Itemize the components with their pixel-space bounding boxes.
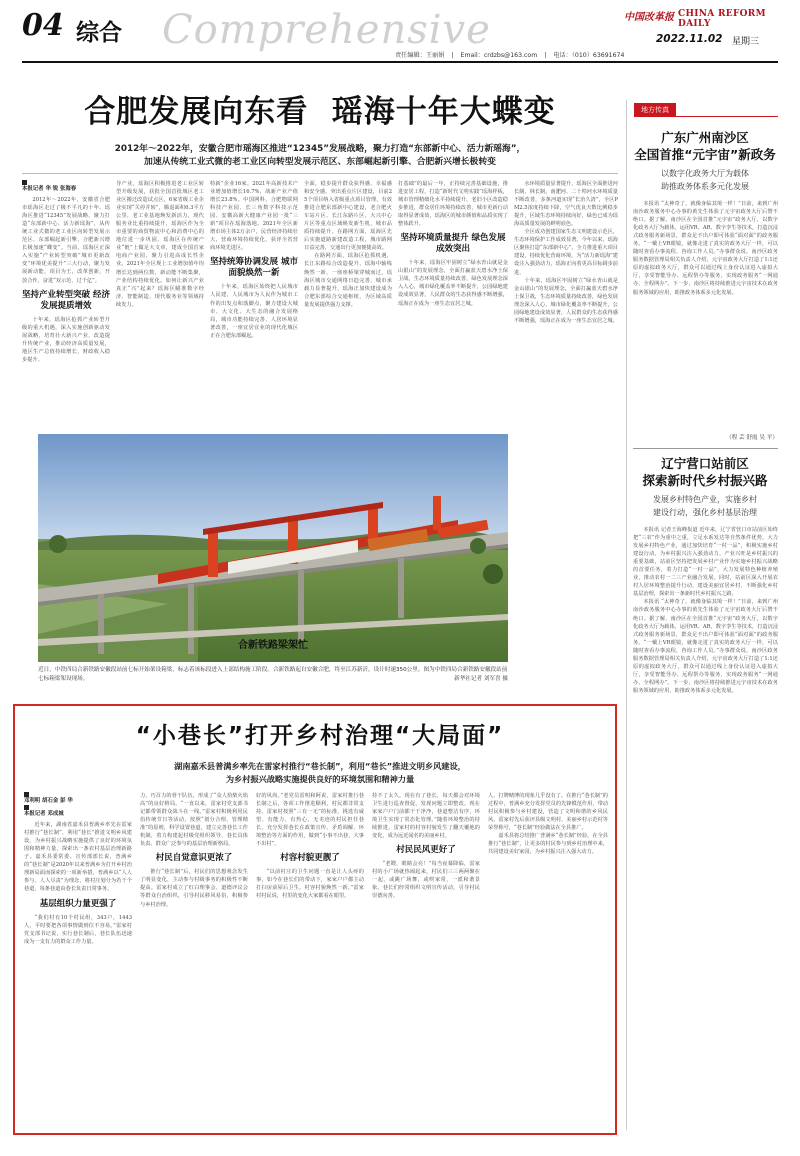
feature-subheading: 村民民风更好了 [396, 845, 456, 856]
feature-paragraph: 好的风尚。”老党员雷明和阿说，雷家村推行巷长制之后，各项工作推进顺利，村民都非常支持。雷家村按照“三有一无”的标准，挑选有威望、有能力、有热心、无劣迹的村民担任巷长，充分发挥巷长在政策宣传、矛盾调解、环境整治等方面的作用，做到“小事不出巷、大事不出村”。 [256, 793, 364, 848]
lead-byline: 本报记者 华 锐 张海春 [22, 180, 110, 193]
feature-paragraph: 人，打牌赌博的现象几乎没有了。在推行“巷长制”的过程中，普满乡充分发挥党员的先锋模范作用，带动村民积极参与乡村建设，营造了文明和谐的乡风民风。雷家村先后获评县级文明村、美丽乡村示范村等荣誉称号，“巷长制”经验做法在全县推广。 [488, 793, 608, 832]
news-photo [38, 434, 508, 662]
photo-credit: 新华社记者 刘军喜 摄 [454, 676, 508, 682]
sidebar-story-1-body: 本报讯 “太神奇了，就像身临其境一样！”日前，来到广州南沙政务服务中心办事的黄先生体验了元宇宙政务大厅后赞不绝口。据了解，南沙区在全国首推“元宇宙”政务大厅，以数字化政务大厅为载体，运用VR、AR、数字孪生等技术，打造沉浸式政务服务新场景，群众足不出户即可体验“面对面”的政务服务。“一戴上VR眼镜，就像走进了真实的政务大厅一样，可以随时查看办事流程，咨询工作人员。”办事群众说。南沙区政务服务数据管理局相关负责人介绍，元宇宙政务大厅打造了1:1还原的虚拟政务大厅，群众可以通过线上身份认证进入虚拟大厅，享受智能导办、远程帮办等服务，实现政务服务“一网通办、全程网办”。下一步，南沙区将持续推进元宇宙技术在政务服务领域的应用，助推政务体系多元化发展。 [633, 201, 778, 296]
lead-paragraph: 十年来，瑶海区始终把人民城市人民建、人民城市为人民作为城市工作的出发点和落脚点，聚力建设大城市、大文化、大生态的融合发展格局，城市功能持续完善，人居环境显著改善，一座宜居宜业的现代化城区正在合肥东部崛起。 [210, 284, 298, 339]
photo-caption [38, 666, 508, 684]
sidebar-story-rule [633, 448, 778, 449]
sidebar-section-label: 地方传真 [634, 103, 676, 117]
lead-paragraph: 特新”企业16家。2021年高新技术产业增加值增长16.7%，战新产业产值增长23.8%。中国网科、合肥物联网科技产业园、长三角数字科技示范园、安徽高新大健康产业园一批“三新”项目在瑶海落地。2021年全区新增市场主体2万余户，民营经济持续壮大，营商环境持续优化，获评全省营商环境先进区。 [210, 181, 298, 252]
lead-subheading: 坚持环境质量提升 绿色发展成效突出 [400, 233, 506, 255]
lead-column-6 [514, 180, 618, 680]
lead-column-5 [398, 180, 508, 428]
feature-column-3 [256, 792, 364, 1128]
lead-column-4 [304, 180, 392, 428]
feature-column-2 [140, 792, 248, 1128]
sidebar-story-2-deck: 发展乡村特色产业，实施乡村 建设行动，强化乡村基层治理 [653, 495, 757, 517]
divider-bar: | [451, 52, 454, 59]
lead-paragraph: 导产业。瑶海区积极推进老工业区转型升级发展，获批全国首批城区老工业区搬迁改造试点区，6家省级工业企业实现“关停并转”，腾退面积6.3平方公里，老工业基地焕发新活力，现代服务业比重持续提升，瑶海区作为全市重要的商贸物流中心和消费中心的地位进一步巩固。瑶海区在传统产业“链”上做足大文章，建成全国首家电商产业园，聚力引进高成长性企业。2021年全区规上工业增加值年均增长达到两位数，新动能不断集聚，产业结构持续优化。如何让新兴产业真正“兴”起来？瑶海区瞄准数字经济、智能制造、现代服务业等领域持续发力。 [116, 181, 204, 308]
lead-paragraph: 在路网方面，瑶海区抢抓机遇，长江东路综合改造提升、瑶海中轴线焕然一新，一座座桥梁穿城而过，瑶海区城市交通网络日趋完善，城市承载力显著提升，瑶海正加快建设成为合肥东部综合交通枢纽，为区域高质量发展提供强力支撑。 [304, 253, 392, 308]
feature-byline [24, 792, 132, 818]
lead-paragraph: 十年来，瑶海区抢抓产业转型升级的重大机遇，深入实施创新驱动发展战略，培育壮大新兴产业，改造提升传统产业，推动经济高质量发展，地区生产总值持续增长，财政收入稳步提升。 [22, 316, 110, 363]
masthead-title-en: CHINA REFORM DAILY [678, 9, 766, 29]
lead-paragraph: 十年来，瑶海区牢固树立“绿水青山就是金山银山”的发展理念，全面打赢蓝天碧水净土保卫战，生态环境质量持续改善，绿色发展理念深入人心，城市绿化覆盖率不断提升，公园绿地建设成效显著，人民群众的生态获得感不断增强，瑶海正在成为一座生态宜居之城。 [398, 260, 508, 307]
photo-title: 合新铁路梁架忙 [238, 640, 308, 651]
editor-name: 责任编辑：王丽娟 [395, 52, 445, 59]
sidebar-story-2-headline: 辽宁营口站前区 探索新时代乡村振兴路 [642, 456, 768, 488]
feature-subheading: 基层组织力量更强了 [39, 898, 117, 909]
lead-headline: 合肥发展向东看 瑶海十年大蝶变 [84, 94, 556, 130]
issue-weekday: 星期三 [732, 37, 760, 47]
feature-column-5 [488, 792, 608, 1128]
lead-subheading: 坚持产业转型突破 经济发展提质增效 [22, 289, 110, 311]
lead-paragraph: 水环境质量显著提升，瑶海区全面推进河长制、林长制，南淝河、二十埠河水环境质量不断改善，多条河道实现“长治久清”，全区PM2.5浓度持续下降，空气优良天数比例稳步提升，区域生态环境持续向好，绿色已成为瑶海高质量发展的鲜明底色。 [514, 181, 618, 228]
lead-column-3 [210, 180, 298, 428]
feature-paragraph: “老嫂，眼睛会亮！”每当夜幕降临，雷家村的小广场就热闹起来，村民们三三两两聚在一起，或跳广场舞，或唠家常，一派和谐景象。巷长们经常组织文明宣传活动，引导村民崇德向善。 [372, 861, 480, 900]
lead-deck-rule [22, 173, 618, 174]
lead-paragraph: 2012年～2022年，安徽省合肥市瑶海区走过了极不平凡的十年。瑶海区推进“12345”发展战略，聚力打造“东部新中心、活力新瑶海”，从传统工业式微的老工业区向转型发展示范区、东部崛起新引擎、合肥新兴增长极加速“蝶变”。当前，瑶海区正深入实施“产业转型突破”城市更新改变”环境优美提升”三大行动，聚力发展新动能，项目为王，改革创新，开放合作，奋进“双示范、过千亿”。 [22, 197, 110, 284]
masthead-logo: 中国改革报 [624, 12, 674, 23]
feature-subheading: 村容村貌更靓了 [280, 853, 340, 864]
sidebar-story-1-credit: （程 芸 舒霞 吴 平） [726, 435, 778, 441]
feature-paragraph: “以前村庄的卫生问题一直是让人头疼的事，如今在巷长们的带动下，家家户户都主动打扫房前屋后卫生，村容村貌焕然一新。”雷家村村民说，村里的变化大家都看在眼里。 [256, 869, 364, 900]
feature-paragraph: 持不了太久。现在有了巷长，每天都会对环境卫生进行巡查督促，发现问题立即整改。现在家家户户门前都干干净净，巷道整洁有序，环境卫生实现了常态化管理。”随着环境整治的持续推进，雷家村的村容村貌发生了翻天覆地的变化，成为远近闻名的美丽乡村。 [372, 793, 480, 840]
lead-paragraph: 十年来，瑶海区牢固树立“绿水青山就是金山银山”的发展理念，全面打赢蓝天碧水净土保卫战，生态环境质量持续改善，绿色发展理念深入人心，城市绿化覆盖率不断提升，公园绿地建设成效显著，人民群众的生态获得感不断增强，瑶海正在成为一座生态宜居之城。 [514, 277, 618, 324]
feature-headline: “小巷长”打开乡村治理“大局面” [135, 723, 505, 749]
feature-deck [22, 760, 618, 786]
lead-deck [22, 143, 618, 168]
feature-paragraph: 力，巧召力的骨干队伍，形成了“众人拾柴火焰高”的良好格局。“一直以来，雷家村党支部书记都带领群众战斗在一线。”雷家村积极利用民俗传统节日等活动，按照“划分合理、管理精准”的原则，科学设置巷道，建立完善巷长工作机制，着力构建起村级党组织领导、巷长具体负责、群众广泛参与的基层治理新格局。 [140, 793, 248, 848]
sidebar-section-rule [676, 116, 778, 117]
section-title-en: Comprehensive [162, 7, 491, 53]
section-title-cn: 综合 [76, 20, 122, 46]
divider-bar: | [544, 52, 547, 59]
lead-column-2 [116, 180, 204, 428]
feature-paragraph: 近年来，湖南省嘉禾县普满乡率先在雷家村推行“巷长制”，利用“巷长”推进文明乡风建设，为乡村振兴战略实施提供了良好的环境氛围和精神力量，探索出一条农村基层治理新路子。嘉禾县委常委、宣传部部长说，普满乡的“巷长制”是2020年以来普满乡为打开乡村治理新局面而探索的一项新举措，普满乡以“人人参与、人人尽责”为理念，将村庄划分为若干个巷道，每条巷道由巷长负责日常事务。 [24, 822, 132, 893]
lead-deck-line: 加速从传统工业式微的老工业区向转型发展示范区、东部崛起新引擎、合肥新兴增长极转变 [144, 156, 496, 167]
page-number: 04 [22, 8, 64, 43]
sidebar-story-1-deck: 以数字化政务大厅为载体 助推政务体系多元化发展 [661, 169, 749, 191]
page-header [0, 0, 800, 64]
feature-byline-line: 本报记者 邓成城 [24, 805, 132, 818]
photo-caption-text: 近日，中铁四局合新铁路安徽段站前七标开始架设箱梁，标志着该标段进入上部结构施工阶段。合新铁路起自安徽合肥，终至江苏新沂，设计时速350公里。图为中铁四局合新铁路安徽段站前七标箱梁架设现场。 [38, 667, 508, 682]
editor-email: Email：crdzbs@163.com [460, 52, 538, 59]
header-rule [22, 61, 778, 63]
feature-paragraph: 嘉禾县将总结推广普满乡“巷长制”经验，在全县推行“巷长制”，让更多的村民参与到乡村治理中来，共同建设美好家园，为乡村振兴注入强大动力。 [488, 833, 608, 856]
feature-deck-line: 湖南嘉禾县普满乡率先在雷家村推行“巷长制”，利用“巷长”推进文明乡风建设， [174, 761, 466, 771]
feature-column-1 [24, 792, 132, 1128]
lead-paragraph: 全区成功创建国家生态文明建设示范区，生态环境保护工作成效显著。今年以来，瑶海区聚焦打造“东部新中心”，全力推进重大项目建设，持续优化营商环境，为“活力新瑶海”建设注入强劲动力，瑶海正向着更高目标阔步前进。 [514, 229, 618, 276]
sidebar-divider [626, 100, 627, 1130]
editor-line [395, 50, 624, 59]
bullet-square-icon [22, 180, 27, 185]
lead-subheading: 坚持统筹协调发展 城市面貌焕然一新 [210, 257, 298, 279]
lead-deck-line: 2012年～2022年，安徽合肥市瑶海区推进“12345”发展战略，聚力打造“东部新中心、活力新瑶海”， [114, 144, 526, 154]
feature-subheading: 村民自觉意识更浓了 [155, 853, 233, 864]
feature-paragraph: “我们村有10个村民组，343户，1443人，平时要把各项事情做到位不容易。”雷家村党支部书记说，实行巷长制后，巷长队伍迅速成为一支有力的群众工作力量。 [24, 914, 132, 945]
sidebar-story-1-headline: 广东广州南沙区 全国首推“元宇宙”新政务 [634, 130, 776, 162]
feature-paragraph: 推行“巷长制”后，村民们的思想观念发生了明显变化，主动参与村级事务的积极性不断提高。雷家村成立了红白理事会、道德评议会等群众自治组织，引导村民移风易俗，积极参与乡村治理。 [140, 869, 248, 908]
lead-paragraph: 全面，稳步提升群众获得感、幸福感和安全感，突出重点片区建设，目前25个项目纳入省级重点项目管理，有效推进合肥东部新中心建设，老合肥火车站片区、长江东路片区、大兴中心片区等重点区域焕发新生机，城市品质持续提升。在路网方面，瑶海区先后实施道路新建改造工程，城市路网日益完善，交通出行更加便捷高效。 [304, 181, 392, 252]
lead-paragraph: 打基础”的最后一年，正持续完善基础设施，推进安居工程，打造“新时代文明实践”瑶海样板，城市管理精细化水平持续提升，老旧小区改造稳步推进，群众居住环境持续改善，城市更新行动取得显著成效，瑶海区的城市颜值和品质实现了整体跃升。 [398, 181, 508, 228]
feature-column-4 [372, 792, 480, 1128]
issue-date: 2022.11.02 [656, 33, 723, 45]
sidebar-story-2-body: 本报讯 记者王海峰报道 近年来，辽宁省营口市站前区始终把“三农”作为重中之重，立足水系发达等自然条件优势，大力发展乡村特色产业，通过加快培育“一村一品”，积极实施乡村建设行动，为乡村振兴注入强劲动力。产业兴旺是乡村振兴的重要基础，站前区坚持把发展乡村产业作为实施乡村振兴战略的首要任务，着力打造“一村一品”，大力发展特色种植养殖业，推动农村一二三产业融合发展。同时，站前区深入开展农村人居环境整治提升行动，建设美丽宜居乡村，不断强化乡村基层治理，探索出一条新时代乡村振兴之路。 本报讯 “太神奇了，就像身临其境一样！”日前，来到广州南沙政务服务中心办事的黄先生体验了元宇宙政务大厅后赞不绝口。据了解，南沙区在全国首推“元宇宙”政务大厅，以数字化政务大厅为载体，运用VR、AR、数字孪生等技术，打造沉浸式政务服务新场景，群众足不出户即可体验“面对面”的政务服务。“一戴上VR眼镜，就像走进了真实的政务大厅一样，可以随时查看办事流程，咨询工作人员。”办事群众说。南沙区政务服务数据管理局相关负责人介绍，元宇宙政务大厅打造了1:1还原的虚拟政务大厅，群众可以通过线上身份认证进入虚拟大厅，享受智能导办、远程帮办等服务，实现政务服务“一网通办、全程网办”。下一步，南沙区将持续推进元宇宙技术在政务服务领域的应用，助推政务体系多元化发展。 [633, 527, 778, 694]
feature-deck-line: 为乡村振兴战略实施提供良好的环境氛围和精神力量 [225, 774, 415, 784]
editor-phone: 电话：（010）63691674 [553, 52, 625, 59]
lead-column-1 [22, 180, 110, 428]
railway-construction-photo [38, 434, 508, 662]
feature-byline-line: 邓利明 胡石金 彭 华 [24, 792, 132, 805]
